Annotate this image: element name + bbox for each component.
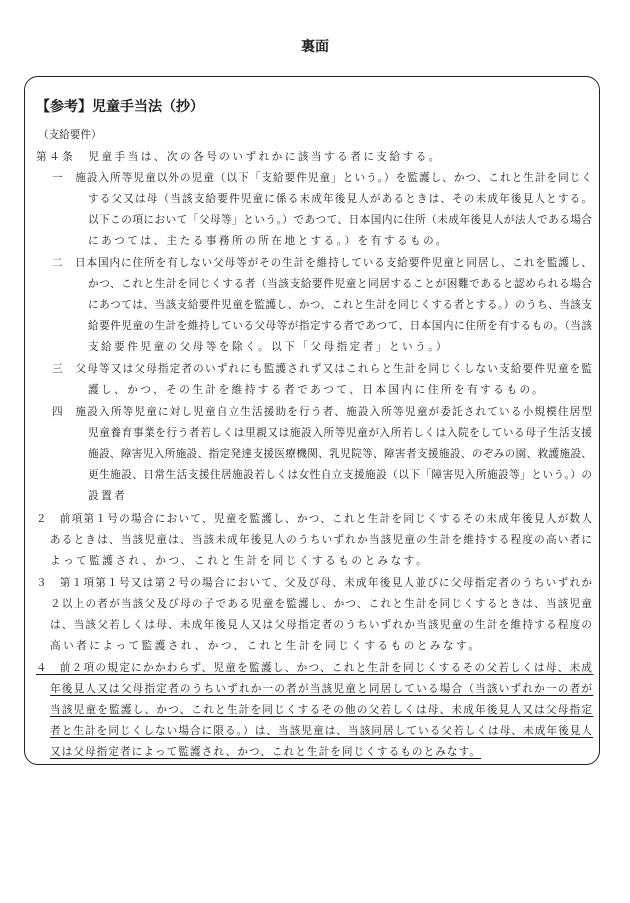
item-4-line: 児童養育事業を行う者若しくは里親又は施設入所等児童が入所若しくは入院をしている母子生活支援 (88, 427, 593, 439)
item-1-line: する父又は母（当該支給要件児童に係る未成年後見人があるときは、その未成年後見人とする。 (88, 193, 594, 205)
paragraph-2-line: よって監護され、かつ、これと生計を同じくするものとみなす。 (50, 555, 430, 567)
article-4-intro: 第４条 児童手当は、次の各号のいずれかに該当する者に支給する。 (36, 151, 442, 163)
paragraph-4-line: ４ 前２項の規定にかかわらず、児童を監護し、かつ、これと生計を同じくするその父若しくは母、未成 (36, 662, 594, 674)
item-1-line: にあつては、主たる事務所の所在地とする。）を有するもの。 (88, 235, 449, 247)
item-2-line: 支給要件児童の父母等を除く。以下「父母指定者」という。） (88, 341, 450, 353)
item-3-line: 護し、かつ、その生計を維持する者であつて、日本国内に住所を有するもの。 (88, 384, 546, 396)
paragraph-3-line: ２以上の者が当該父及び母の子である児童を監護し、かつ、これと生計を同じくするときは、当該児童 (50, 598, 594, 610)
item-4-line: 施設、障害児入所施設、指定発達支援医療機関、乳児院等、障害者支援施設、のぞみの園、救護施設、 (88, 448, 593, 460)
paragraph-4-line: 者と生計を同じくしない場合に限る。）は、当該児童は、当該同居している父若しくは母、未成年後見人 (50, 725, 594, 737)
item-4-line: 四 施設入所等児童に対し児童自立生活援助を行う者、施設入所等児童が委託されている小規模住居型 (52, 406, 594, 418)
item-1-line: 以下この項において「父母等」という。）であつて、日本国内に住所（未成年後見人が法人である場合 (88, 214, 593, 226)
page-title: 裏面 (301, 39, 329, 55)
section-heading: （支給要件） (38, 129, 102, 141)
item-2-line: 給要件児童の生計を維持している父母等が指定する者であつて、日本国内に住所を有するもの。（当該 (88, 320, 593, 332)
item-2-line: にあつては、当該支給要件児童を監護し、かつ、これと生計を同じくする者とする。）のうち、当該支 (88, 299, 593, 311)
item-1-line: 一 施設入所等児童以外の児童（以下「支給要件児童」という。）を監護し、かつ、これと生計を同じく (52, 172, 594, 184)
item-2-line: 二 日本国内に住所を有しない父母等がその生計を維持している支給要件児童と同居し、これを監護し、 (52, 257, 593, 269)
paragraph-3-line: 高い者によって監護され、かつ、これと生計を同じくするものとみなす。 (50, 640, 482, 652)
item-4-line: 更生施設、日常生活支援住居施設若しくは女性自立支援施設（以下「障害児入所施設等」という。）の (88, 469, 593, 481)
item-2-line: かつ、これと生計を同じくする者（当該支給要件児童と同居することが困難であると認められる場合 (88, 278, 593, 290)
paragraph-2-line: あるときは、当該児童は、当該未成年後見人のうちいずれか当該児童の生計を維持する程度の高い者に (50, 534, 594, 546)
box-title: 【参考】児童手当法（抄） (36, 99, 204, 115)
paragraph-3-line: は、当該父若しくは母、未成年後見人又は父母指定者のうちいずれか当該児童の生計を維持する程度の (50, 619, 594, 631)
paragraph-4-line: 年後見人又は父母指定者のうちいずれか一の者が当該児童と同居している場合（当該いずれか一の者が (50, 683, 594, 695)
paragraph-2-line: ２ 前項第１号の場合において、児童を監護し、かつ、これと生計を同じくするその未成年後見人が数人 (36, 513, 594, 525)
item-4-line: 設置者 (88, 490, 128, 502)
paragraph-4-line: 又は父母指定者によって監護され、かつ、これと生計を同じくするものとみなす。 (50, 746, 482, 758)
paragraph-4-line: 当該児童を監護し、かつ、これと生計を同じくするその他の父若しくは母、未成年後見人又は父母指定 (50, 704, 594, 716)
item-3-line: 三 父母等又は父母指定者のいずれにも監護されず又はこれらと生計を同じくしない支給要件児童を監 (52, 363, 594, 375)
paragraph-3-line: ３ 第１項第１号又は第２号の場合において、父及び母、未成年後見人並びに父母指定者のうちいずれか (36, 577, 594, 589)
